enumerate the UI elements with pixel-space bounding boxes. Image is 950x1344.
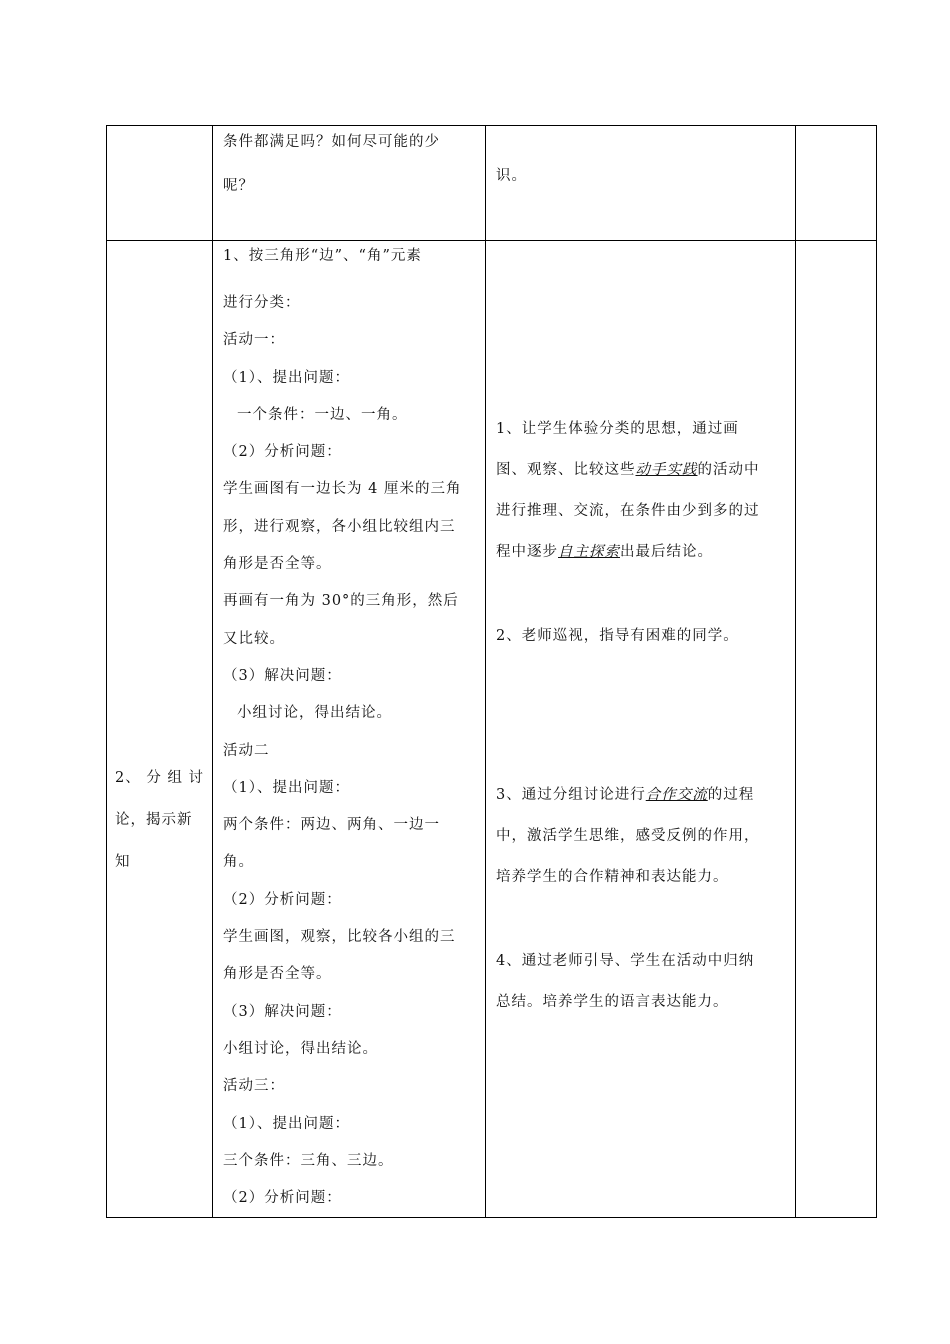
- content-line: 一个条件：一边、一角。: [237, 406, 408, 423]
- content-line: 活动二: [223, 742, 270, 759]
- content-line: 条件都满足吗？如何尽可能的少: [223, 134, 440, 150]
- intent-line: 总结。培养学生的语言表达能力。: [496, 994, 729, 1010]
- intent-line: 程中逐步自主探索出最后结论。: [496, 544, 713, 560]
- content-line: 角。: [223, 854, 254, 871]
- intent-line: 中，激活学生思维，感受反例的作用，: [496, 828, 760, 844]
- content-line: 学生画图，观察，比较各小组的三: [223, 929, 456, 946]
- notes-cell: [796, 241, 877, 1218]
- stage-cell: [107, 241, 213, 1218]
- intent-line: 识。: [496, 168, 527, 184]
- content-line: （3）解决问题：: [223, 1003, 342, 1020]
- emphasis-text: 动手实践: [635, 462, 698, 478]
- content-cell: [213, 241, 486, 1218]
- content-line: （2）分析问题：: [223, 444, 342, 461]
- notes-cell: [796, 126, 877, 241]
- content-line: 形，进行观察，各小组比较组内三: [223, 518, 456, 535]
- content-line: 再画有一角为 30°的三角形，然后: [223, 593, 459, 610]
- content-line: 小组讨论，得出结论。: [237, 705, 392, 722]
- content-line: 又比较。: [223, 630, 285, 647]
- intent-line: 进行推理、交流，在条件由少到多的过: [496, 503, 760, 519]
- stage-line: 2、 分 组 讨: [115, 770, 205, 786]
- content-line: 进行分类：: [223, 295, 301, 311]
- intent-cell: [486, 126, 796, 241]
- content-line: （1）、提出问题：: [223, 779, 350, 796]
- content-line: （1）、提出问题：: [223, 1115, 350, 1132]
- content-line: 小组讨论，得出结论。: [223, 1040, 378, 1057]
- content-line: 活动一：: [223, 332, 285, 349]
- content-line: 1、按三角形“边”、“角”元素: [223, 248, 422, 264]
- intent-line: 4、通过老师引导、学生在活动中归纳: [496, 953, 755, 969]
- intent-line: 3、通过分组讨论进行合作交流的过程: [496, 787, 755, 803]
- content-line: （3）解决问题：: [223, 667, 342, 684]
- stage-line: 知: [115, 854, 131, 870]
- content-line: （1）、提出问题：: [223, 369, 350, 386]
- content-line: 三个条件：三角、三边。: [223, 1152, 394, 1169]
- content-line: 活动三：: [223, 1078, 285, 1095]
- content-line: 学生画图有一边长为 4 厘米的三角: [223, 481, 462, 498]
- table-row: [107, 241, 877, 1218]
- intent-line: 1、让学生体验分类的思想，通过画: [496, 421, 739, 437]
- stage-line: 论，揭示新: [115, 812, 193, 828]
- content-line: 角形是否全等。: [223, 966, 332, 983]
- intent-line: 培养学生的合作精神和表达能力。: [496, 869, 729, 885]
- content-cell: [213, 126, 486, 241]
- content-line: 两个条件：两边、两角、一边一: [223, 817, 440, 834]
- content-line: （2）分析问题：: [223, 1190, 342, 1207]
- content-line: 角形是否全等。: [223, 556, 332, 573]
- emphasis-text: 自主探索: [558, 544, 620, 560]
- table-row: [107, 126, 877, 241]
- intent-line: 2、老师巡视，指导有困难的同学。: [496, 628, 739, 644]
- intent-cell: [486, 241, 796, 1218]
- emphasis-text: 合作交流: [645, 787, 708, 803]
- stage-cell: [107, 126, 213, 241]
- content-line: 呢？: [223, 178, 254, 194]
- lesson-plan-table: [106, 125, 877, 1218]
- content-line: （2）分析问题：: [223, 891, 342, 908]
- intent-line: 图、观察、比较这些动手实践的活动中: [496, 462, 760, 478]
